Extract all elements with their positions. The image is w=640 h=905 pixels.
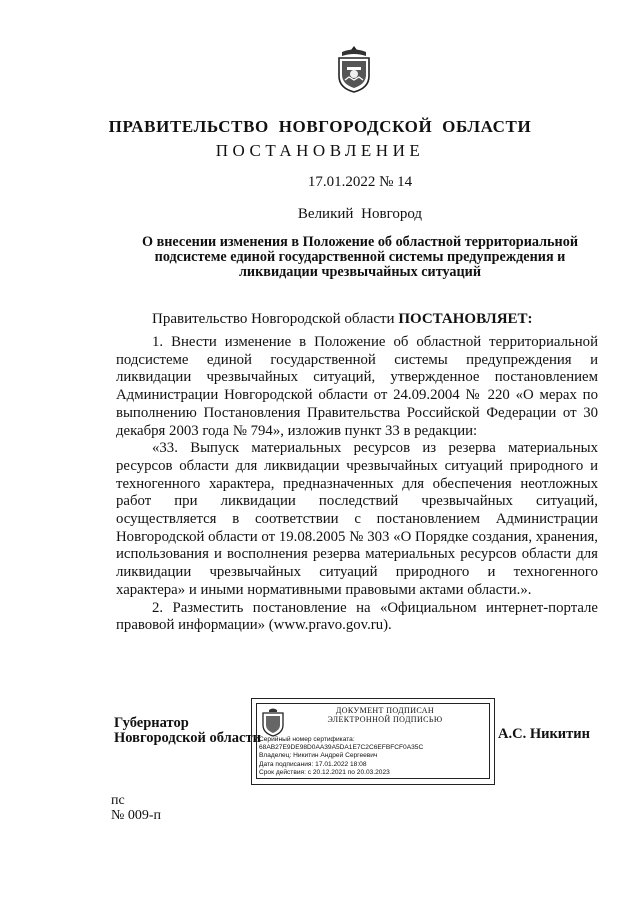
government-title: ПРАВИТЕЛЬСТВО НОВГОРОДСКОЙ ОБЛАСТИ [108,117,532,136]
subject-line: ликвидации чрезвычайных ситуаций [238,264,482,280]
footer-initials: пс [111,793,125,808]
preamble [152,311,533,328]
body-paragraph: 2. Разместить постановление на «Официальном интернет-портале правовой информации» (www.pravo.gov.ru). [116,599,598,634]
coat-of-arms-seal-icon [260,707,286,737]
preamble-decree: ПОСТАНОВЛЯЕТ: [398,311,533,327]
footer-registration-number: № 009-п [111,808,162,823]
certificate-detail-line: Серийный номер сертификата: [259,736,355,743]
body-paragraph: «33. Выпуск материальных ресурсов из резерва материальных ресурсов области для ликвидации чрезвычайных ситуаций природного и техногенного характера, предназначенных для обеспечения неотложных работ при ликвидации последствий чрезвычайных ситуаций, осуществляется в соответствии с постановлением Администрации Новгородской области от 19.08.2005 № 303 «О Порядке создания, хранения, использования и восполнения резерва материальных ресурсов области для ликвидации чрезвычайных ситуаций природного и техногенного характера» и иными нормативными правовыми актами области.». [116,440,598,598]
document-footer [111,793,161,823]
preamble-text: Правительство Новгородской области [152,311,399,327]
signature-stamp-title-line: ДОКУМЕНТ ПОДПИСАН [335,706,435,715]
novgorod-coat-of-arms-icon [334,44,374,94]
subject-line: подсистеме единой государственной системы предупреждения и [154,249,566,265]
subject-line: О внесении изменения в Положение об областной территориальной [141,234,578,250]
certificate-detail-line: Владелец: Никитин Андрей Сергеевич [259,752,378,760]
signature-stamp-title [290,706,480,724]
document-city: Великий Новгород [297,206,423,222]
body-paragraph: 1. Внести изменение в Положение об областной территориальной подсистеме единой государственной системы предупреждения и ликвидации чрезвычайных ситуаций, утвержденное постановлением Администрации Новгородской области от 24.09.2004 № 220 «О мерах по выполнению Постановления Правительства Российской Федерации от 30 декабря 2003 года № 794», изложив пункт 33 в редакции: [116,334,598,439]
document-type: ПОСТАНОВЛЕНИЕ [215,141,425,160]
signer-position-line: Новгородской области [114,730,261,746]
signature-stamp-title-line: ЭЛЕКТРОННОЙ ПОДПИСЬЮ [327,715,443,724]
document-date-number: 17.01.2022 № 14 [307,174,413,190]
document-subject [130,235,590,280]
signature-certificate-details [259,736,423,777]
signer-position-line: Губернатор [114,715,189,731]
certificate-detail-line: Дата подписания: 17.01.2022 18:08 [259,760,367,768]
signer-position [114,716,261,746]
certificate-detail-line: Срок действия: с 20.12.2021 по 20.03.2023 [259,768,390,776]
signer-name: А.С. Никитин [498,726,590,742]
document-body [116,334,598,635]
certificate-detail-line: 68AB27E9DE98D0AA39A5DA1E7C2C6EFBFCF0A35C [259,744,424,752]
